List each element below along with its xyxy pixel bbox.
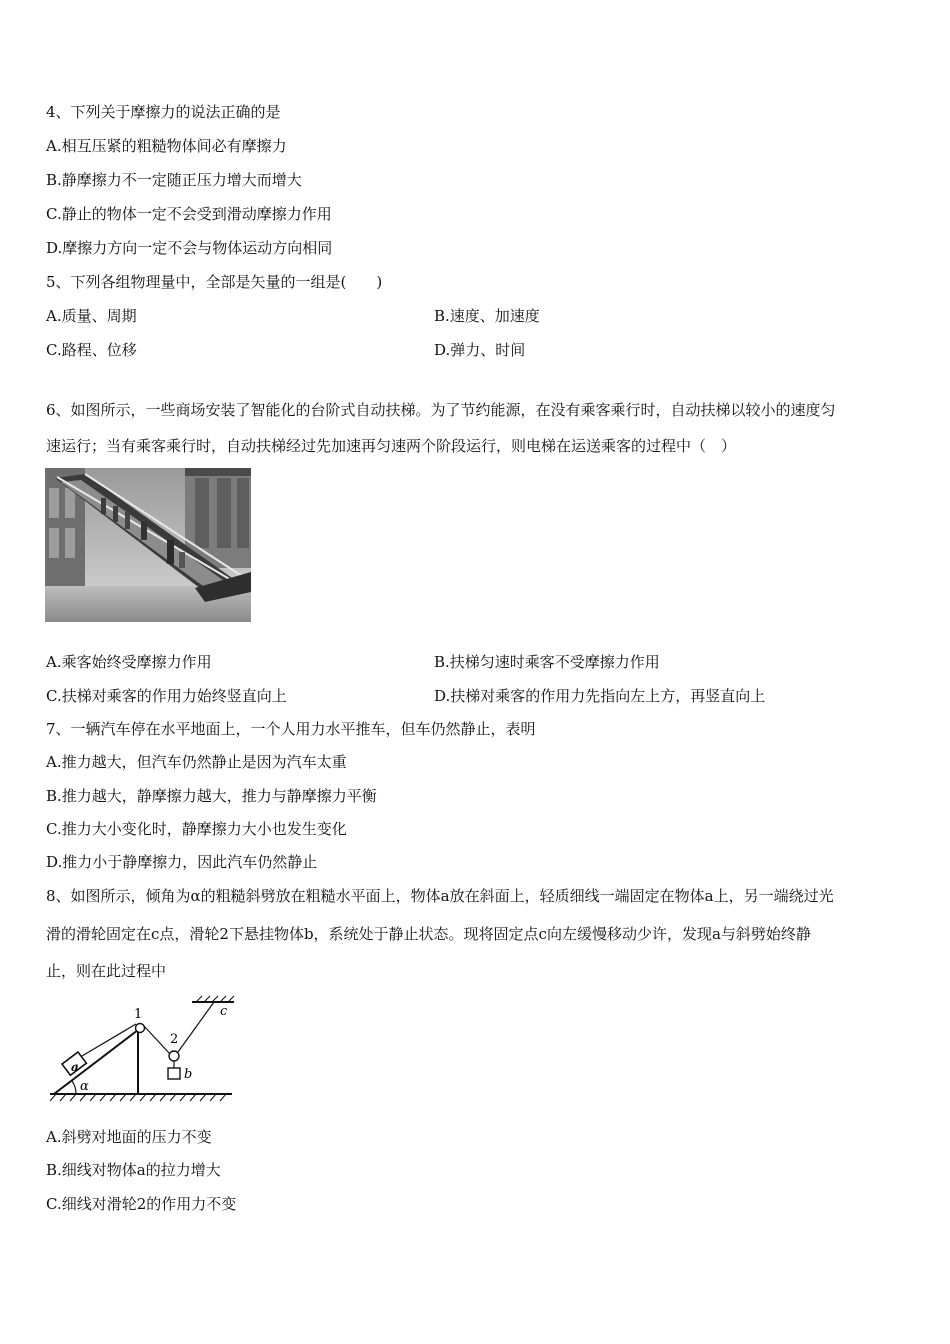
block-a-label: a: [71, 1060, 79, 1074]
q8-option-a: A.斜劈对地面的压力不变: [46, 1128, 212, 1146]
q7-stem: 7、一辆汽车停在水平地面上，一个人用力水平推车，但车仍然静止，表明: [46, 720, 536, 738]
q5-option-b: B.速度、加速度: [434, 307, 540, 325]
incline-pulley-diagram: [46, 994, 242, 1104]
q5-stem: 5、下列各组物理量中，全部是矢量的一组是( ): [46, 273, 383, 291]
point-c-label: c: [220, 1004, 228, 1019]
q4-option-d: D.摩擦力方向一定不会与物体运动方向相同: [46, 239, 333, 257]
q7-option-c: C.推力大小变化时，静摩擦力大小也发生变化: [46, 820, 347, 838]
q5-option-a: A.质量、周期: [46, 307, 137, 325]
escalator-photo: [45, 468, 251, 622]
q7-option-b: B.推力越大，静摩擦力越大，推力与静摩擦力平衡: [46, 787, 377, 805]
q8-stem-line1: 8、如图所示，倾角为α的粗糙斜劈放在粗糙水平面上，物体a放在斜面上，轻质细线一端固定在物体a上，另一端绕过光: [46, 887, 834, 905]
q7-option-d: D.推力小于静摩擦力，因此汽车仍然静止: [46, 853, 318, 871]
q4-option-b: B.静摩擦力不一定随正压力增大而增大: [46, 171, 302, 189]
q6-stem-line2: 速运行；当有乘客乘行时，自动扶梯经过先加速再匀速两个阶段运行，则电梯在运送乘客的过程中（ ）: [46, 437, 737, 455]
q8-stem-line2: 滑的滑轮固定在c点，滑轮2下悬挂物体b，系统处于静止状态。现将固定点c向左缓慢移动少许，发现a与斜劈始终静: [46, 925, 811, 943]
q6-option-a: A.乘客始终受摩擦力作用: [46, 653, 212, 671]
q4-option-c: C.静止的物体一定不会受到滑动摩擦力作用: [46, 205, 332, 223]
q6-stem-line1: 6、如图所示，一些商场安装了智能化的台阶式自动扶梯。为了节约能源，在没有乘客乘行时，自动扶梯以较小的速度匀: [46, 401, 836, 419]
q6-option-b: B.扶梯匀速时乘客不受摩擦力作用: [434, 653, 660, 671]
pulley-1-label: 1: [134, 1007, 143, 1022]
pulley-2-label: 2: [170, 1032, 179, 1047]
q4-option-a: A.相互压紧的粗糙物体间必有摩擦力: [46, 137, 287, 155]
q7-option-a: A.推力越大，但汽车仍然静止是因为汽车太重: [46, 753, 347, 771]
q8-option-b: B.细线对物体a的拉力增大: [46, 1161, 221, 1179]
q6-option-d: D.扶梯对乘客的作用力先指向左上方，再竖直向上: [434, 687, 766, 705]
q5-option-c: C.路程、位移: [46, 341, 137, 359]
q4-stem: 4、下列关于摩擦力的说法正确的是: [46, 103, 281, 121]
q6-option-c: C.扶梯对乘客的作用力始终竖直向上: [46, 687, 287, 705]
q5-option-d: D.弹力、时间: [434, 341, 526, 359]
q8-stem-line3: 止，则在此过程中: [46, 962, 167, 980]
angle-label: α: [80, 1079, 89, 1094]
block-b-label: b: [184, 1067, 193, 1082]
q8-option-c: C.细线对滑轮2的作用力不变: [46, 1195, 237, 1213]
